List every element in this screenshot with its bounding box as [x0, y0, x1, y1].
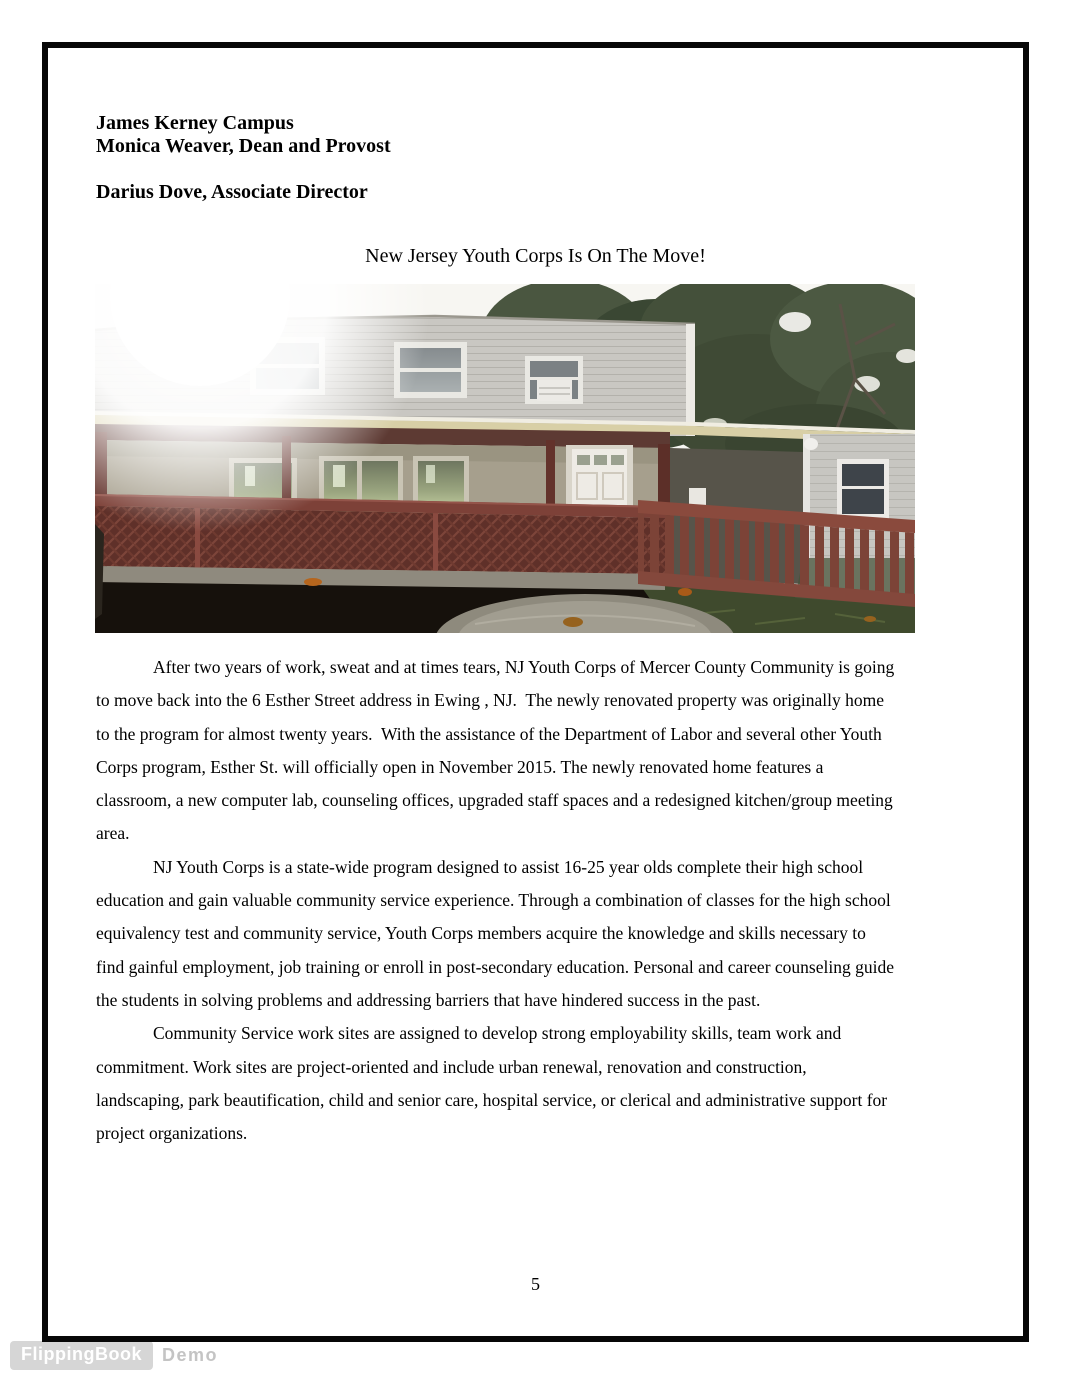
body-line: education and gain valuable community service experience. Through a combination of classes for the high school [96, 890, 891, 911]
body-line: commitment. Work sites are project-oriented and include urban renewal, renovation and construction, [96, 1056, 807, 1077]
body-line: landscaping, park beautification, child and senior care, hospital service, or clerical and administrative support for [96, 1089, 888, 1110]
body-line: area. [96, 823, 130, 844]
body-line: NJ Youth Corps is a state-wide program designed to assist 16-25 year olds complete their high school [153, 856, 864, 877]
flippingbook-badge[interactable]: FlippingBook [10, 1341, 153, 1370]
page-number: 5 [531, 1274, 540, 1294]
flippingbook-watermark[interactable] [10, 1341, 218, 1370]
body-line: the students in solving problems and addressing barriers that have hindered success in the past. [96, 989, 761, 1010]
dean-name: Monica Weaver, Dean and Provost [96, 135, 391, 157]
body-line: Corps program, Esther St. will officially open in November 2015. The newly renovated home features a [96, 756, 824, 777]
header-spacer [96, 158, 391, 181]
body-line: project organizations. [96, 1123, 248, 1144]
article-body [96, 651, 981, 1150]
body-line: to the program for almost twenty years. With the assistance of the Department of Labor and several other Youth [96, 723, 882, 744]
associate-director-name: Darius Dove, Associate Director [96, 181, 368, 203]
house-photo-illustration [95, 284, 915, 633]
body-line: Community Service work sites are assigned to develop strong employability skills, team work and [153, 1023, 842, 1044]
body-line: After two years of work, sweat and at times tears, NJ Youth Corps of Mercer County Community is going [153, 657, 895, 677]
watermark-demo-label: Demo [161, 1345, 218, 1365]
body-line: find gainful employment, job training or enroll in post-secondary education. Personal and career counseling guide [96, 956, 894, 977]
window-with-ac-unit [525, 356, 583, 404]
body-line: classroom, a new computer lab, counseling offices, upgraded staff spaces and a redesigned kitchen/group meeting [96, 790, 893, 811]
house-photo [95, 284, 915, 633]
body-line: equivalency test and community service, Youth Corps members acquire the knowledge and skills necessary to [96, 923, 866, 944]
doc-header [96, 112, 391, 204]
article-title: New Jersey Youth Corps Is On The Move! [365, 245, 706, 267]
campus-name: James Kerney Campus [96, 112, 294, 134]
body-line: to move back into the 6 Esther Street address in Ewing , NJ. The newly renovated property was originally home [96, 690, 884, 711]
